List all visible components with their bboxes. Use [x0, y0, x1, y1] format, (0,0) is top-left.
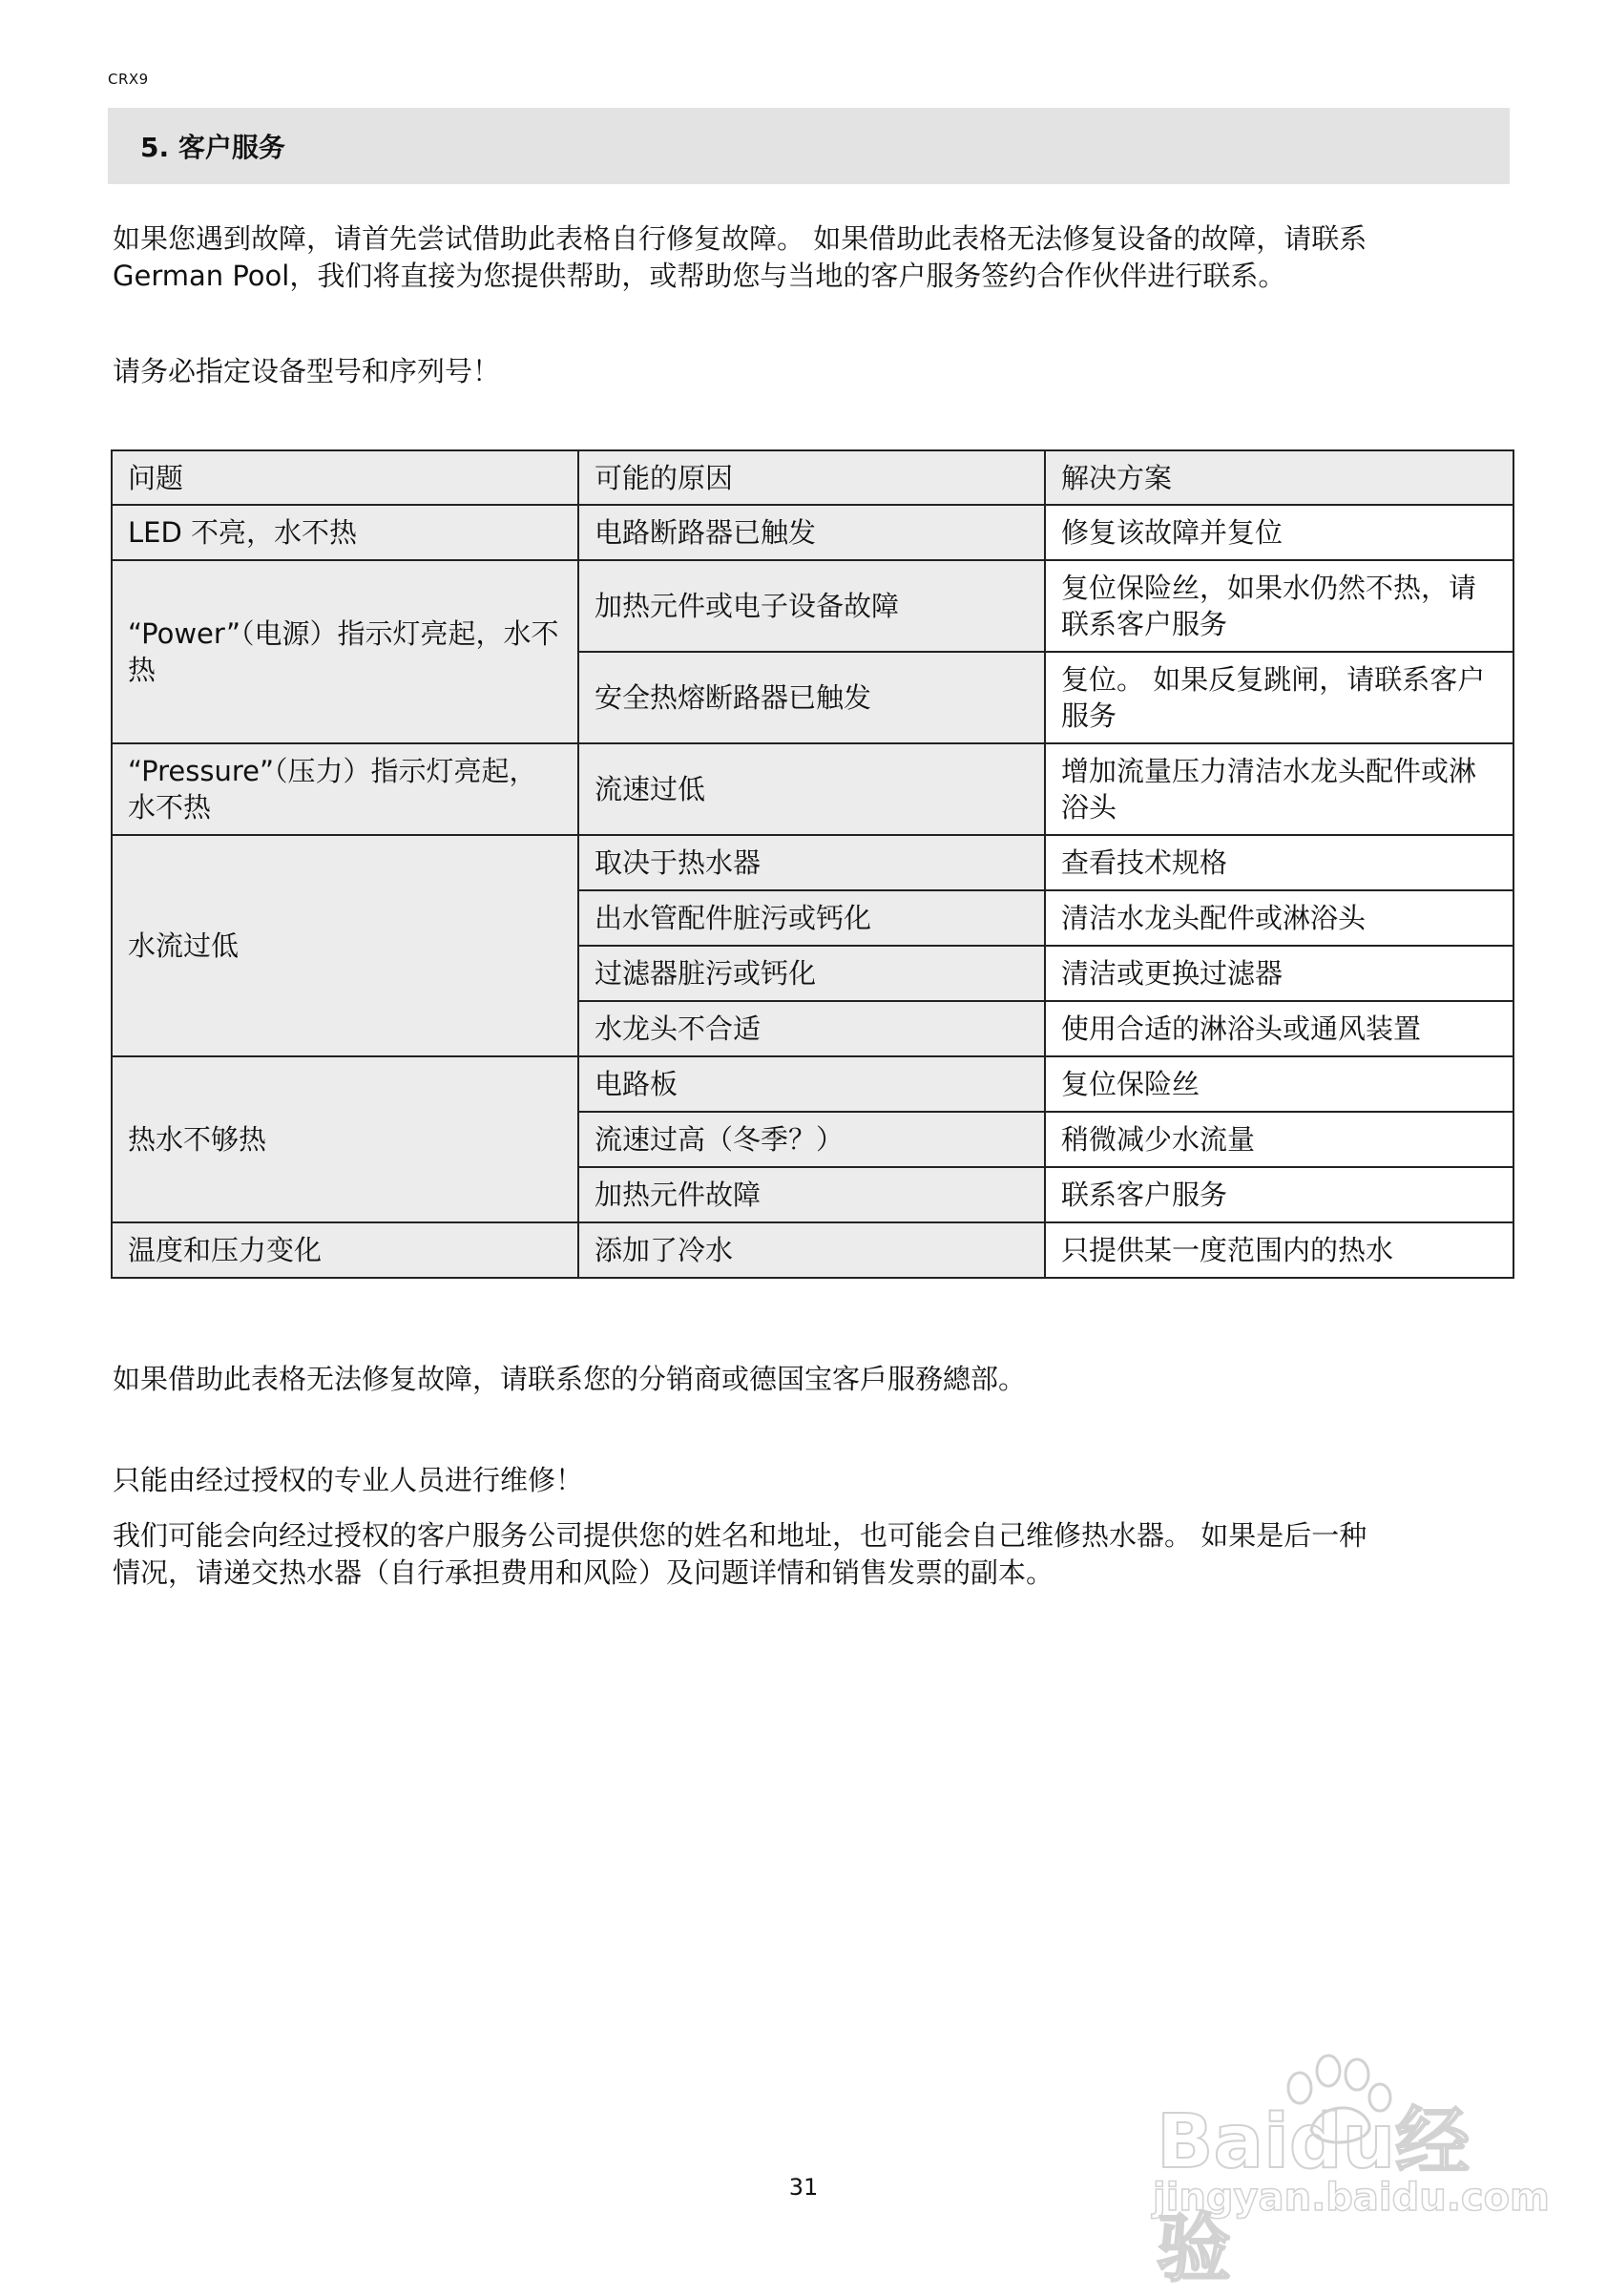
cause-cell: 添加了冷水: [578, 1222, 1045, 1278]
table-row: [112, 743, 1513, 835]
cause-cell: 加热元件或电子设备故障: [578, 560, 1045, 652]
contact-distributor-paragraph: 如果借助此表格无法修复故障，请联系您的分销商或德国宝客戶服務總部。: [113, 1363, 1027, 1395]
cause-cell: 出水管配件脏污或钙化: [578, 890, 1045, 946]
page-number: 31: [788, 2174, 819, 2201]
cause-cell: 取决于热水器: [578, 835, 1045, 890]
solution-cell: 复位保险丝: [1045, 1056, 1513, 1112]
solution-cell: 清洁或更换过滤器: [1045, 946, 1513, 1001]
solution-cell: 使用合适的淋浴头或通风装置: [1045, 1001, 1513, 1056]
section-header: [108, 108, 1510, 184]
problem-cell: LED 不亮，水不热: [112, 505, 578, 560]
data-forwarding-paragraph: 我们可能会向经过授权的客户服务公司提供您的姓名和地址，也可能会自己维修热水器。 如果是后一种情况，请递交热水器（自行承担费用和风险）及问题详情和销售发票的副本。: [113, 1519, 1367, 1589]
solution-cell: 修复该故障并复位: [1045, 505, 1513, 560]
intro-paragraph: 如果您遇到故障，请首先尝试借助此表格自行修复故障。 如果借助此表格无法修复设备的故障，请联系 German Pool，我们将直接为您提供帮助，或帮助您与当地的客户服务签约合作伙伴进行联系。: [113, 222, 1367, 292]
solution-cell: 联系客户服务: [1045, 1167, 1513, 1222]
solution-cell: 增加流量压力清洁水龙头配件或淋浴头: [1045, 743, 1513, 835]
baidu-jingyan-watermark: [1134, 2050, 1550, 2292]
problem-cell: 温度和压力变化: [112, 1222, 578, 1278]
problem-cell: “Pressure”（压力）指示灯亮起，水不热: [112, 743, 578, 835]
solution-cell: 复位。 如果反复跳闸，请联系客户服务: [1045, 652, 1513, 743]
cause-cell: 流速过低: [578, 743, 1045, 835]
cause-cell: 水龙头不合适: [578, 1001, 1045, 1056]
model-code: CRX9: [108, 71, 149, 88]
problem-cell: 水流过低: [112, 835, 578, 1056]
model-serial-note: 请务必指定设备型号和序列号！: [113, 355, 501, 387]
table-row: [112, 1056, 1513, 1112]
troubleshooting-table: [111, 449, 1514, 1279]
table-row: [112, 1222, 1513, 1278]
header-cause: 可能的原因: [578, 450, 1045, 505]
cause-cell: 安全热熔断路器已触发: [578, 652, 1045, 743]
solution-cell: 稍微减少水流量: [1045, 1112, 1513, 1167]
solution-cell: 查看技术规格: [1045, 835, 1513, 890]
authorized-repair-note: 只能由经过授权的专业人员进行维修！: [113, 1464, 584, 1496]
table-row: [112, 560, 1513, 652]
table-row: [112, 835, 1513, 890]
section-title: 5. 客户服务: [140, 132, 285, 163]
cause-cell: 加热元件故障: [578, 1167, 1045, 1222]
cause-cell: 流速过高（冬季？）: [578, 1112, 1045, 1167]
problem-cell: “Power”（电源）指示灯亮起，水不热: [112, 560, 578, 743]
table-row: [112, 505, 1513, 560]
problem-cell: 热水不够热: [112, 1056, 578, 1222]
cause-cell: 电路断路器已触发: [578, 505, 1045, 560]
solution-cell: 只提供某一度范围内的热水: [1045, 1222, 1513, 1278]
watermark-brand: Baidu经验: [1157, 2099, 1471, 2292]
solution-cell: 清洁水龙头配件或淋浴头: [1045, 890, 1513, 946]
table-header-row: [112, 450, 1513, 505]
watermark-url: jingyan.baidu.com: [1153, 2176, 1550, 2220]
header-problem: 问题: [112, 450, 578, 505]
cause-cell: 过滤器脏污或钙化: [578, 946, 1045, 1001]
cause-cell: 电路板: [578, 1056, 1045, 1112]
header-solution: 解决方案: [1045, 450, 1513, 505]
solution-cell: 复位保险丝，如果水仍然不热，请联系客户服务: [1045, 560, 1513, 652]
